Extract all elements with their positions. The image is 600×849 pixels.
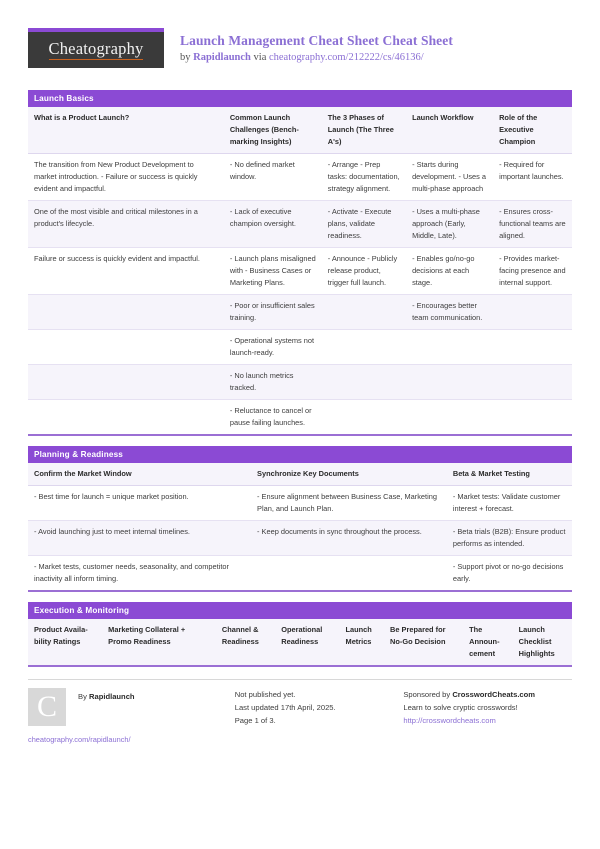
- column-header: The 3 Phases of Launch (The Three A's): [322, 107, 406, 153]
- table-cell: [322, 329, 406, 364]
- table-cell: - Launch plans misaligned with - Business Cases or Marketing Plans.: [224, 247, 322, 294]
- column-header: Operational Readiness: [275, 619, 339, 666]
- table-cell: - Reluctance to cancel or pause failing launches.: [224, 399, 322, 434]
- table-cell: - Keep documents in sync throughout the process.: [251, 520, 447, 555]
- table-cell: [251, 555, 447, 590]
- table-cell: - Activate - Execute plans, validate readiness.: [322, 200, 406, 247]
- table-cell: [493, 294, 572, 329]
- footer-by-label: By: [78, 691, 89, 701]
- sponsor-line: [403, 688, 572, 701]
- table-cell: The transition from New Product Development to market introduction. - Failure or success is quickly evident and impactful.: [28, 153, 224, 200]
- table-cell: - Ensures crossfunctional teams are aligned.: [493, 200, 572, 247]
- logo-text: Cheatography: [48, 39, 144, 59]
- table-row: [28, 364, 572, 399]
- table-cell: [28, 294, 224, 329]
- page-footer: [28, 679, 572, 747]
- table-cell: - Announce - Publicly release product, trigger full launch.: [322, 247, 406, 294]
- table-cell: - Market tests: Validate customer interest + forecast.: [447, 485, 572, 520]
- table-row: [28, 294, 572, 329]
- table-cell: - Encourages better team communication.: [406, 294, 493, 329]
- table-cell: - Uses a multi-phase approach (Early, Middle, Late).: [406, 200, 493, 247]
- section-table: [28, 107, 572, 436]
- section-table: [28, 619, 572, 667]
- sponsor-link[interactable]: http://crosswordcheats.com: [403, 716, 496, 726]
- last-updated: Last updated 17th April, 2025.: [234, 702, 336, 712]
- section-title: Execution & Monitoring: [28, 602, 572, 619]
- table-cell: - Provides market-facing presence and internal support.: [493, 247, 572, 294]
- table-cell: [322, 399, 406, 434]
- table-row: [28, 329, 572, 364]
- column-header: Launch Checklist Highlights: [513, 619, 572, 666]
- table-cell: Failure or success is quickly evident and impactful.: [28, 247, 224, 294]
- sponsor-prefix: Sponsored by: [403, 689, 453, 699]
- table-cell: One of the most visible and critical milestones in a product's lifecycle.: [28, 200, 224, 247]
- table-header-row: [28, 619, 572, 666]
- table-cell: - Beta trials (B2B): Ensure product performs as intended.: [447, 520, 572, 555]
- byline: [180, 50, 453, 66]
- column-header: Synchronize Key Documents: [251, 463, 447, 485]
- table-cell: [493, 364, 572, 399]
- column-header: Be Prepared for No-Go Decision: [384, 619, 463, 666]
- table-row: [28, 399, 572, 434]
- table-cell: - Support pivot or no-go decisions early.: [447, 555, 572, 590]
- table-cell: - Lack of executive champion oversight.: [224, 200, 322, 247]
- column-header: Confirm the Market Window: [28, 463, 251, 485]
- table-row: [28, 153, 572, 200]
- footer-sponsor-column: [403, 679, 572, 747]
- table-row: [28, 555, 572, 590]
- section: [28, 446, 572, 592]
- byline-author[interactable]: Rapidlaunch: [193, 51, 251, 63]
- section-title: Planning & Readiness: [28, 446, 572, 463]
- footer-author[interactable]: Rapidlaunch: [88, 691, 135, 701]
- table-cell: - Enables go/no-go decisions at each stage.: [406, 247, 493, 294]
- section: [28, 90, 572, 436]
- column-header: Beta & Market Testing: [447, 463, 572, 485]
- column-header: What is a Product Launch?: [28, 107, 224, 153]
- table-row: [28, 200, 572, 247]
- table-cell: - No defined market window.: [224, 153, 322, 200]
- column-header: Marketing Collateral + Promo Readiness: [102, 619, 216, 666]
- publish-status: Not published yet.: [234, 689, 296, 699]
- column-header: Launch Metrics: [340, 619, 385, 666]
- sections-container: [28, 90, 572, 667]
- column-header: Channel & Readiness: [216, 619, 275, 666]
- table-header-row: [28, 463, 572, 485]
- table-cell: [406, 364, 493, 399]
- table-cell: [406, 329, 493, 364]
- table-row: [28, 247, 572, 294]
- table-cell: [406, 399, 493, 434]
- column-header: Product Availability Ratings: [28, 619, 102, 666]
- byline-by-label: by: [180, 51, 194, 63]
- table-cell: [322, 364, 406, 399]
- cheatography-logo[interactable]: [28, 28, 164, 68]
- byline-via-label: via: [250, 51, 269, 63]
- byline-source-link[interactable]: cheatography.com/212222/cs/46136/: [268, 51, 424, 63]
- footer-author-column: [28, 679, 235, 747]
- table-cell: [322, 294, 406, 329]
- page-header: [28, 0, 572, 80]
- table-cell: - Best time for launch = unique market position.: [28, 485, 251, 520]
- author-profile-link[interactable]: cheatography.com/rapidlaunch/: [28, 734, 131, 744]
- table-cell: [28, 399, 224, 434]
- column-header: Common Launch Challenges (Benchmarking Insights): [224, 107, 322, 153]
- column-header: Launch Workflow: [406, 107, 493, 153]
- avatar: C: [28, 688, 66, 726]
- table-cell: - Operational systems not launch-ready.: [224, 329, 322, 364]
- header-titles: [180, 28, 453, 66]
- table-row: [28, 520, 572, 555]
- sponsor-name[interactable]: CrosswordCheats.com: [452, 689, 536, 699]
- table-header-row: [28, 107, 572, 153]
- table-cell: - Required for important launches.: [493, 153, 572, 200]
- footer-publish-column: [235, 679, 404, 747]
- table-cell: - Market tests, customer needs, seasonality, and competitor inactivity all inform timing.: [28, 555, 251, 590]
- table-cell: - Avoid launching just to meet internal timelines.: [28, 520, 251, 555]
- author-row: [28, 688, 221, 726]
- table-row: [28, 485, 572, 520]
- author-name: [78, 688, 135, 703]
- section-title: Launch Basics: [28, 90, 572, 107]
- page-title: Launch Management Cheat Sheet Cheat Sheet: [180, 33, 453, 48]
- page-number: Page 1 of 3.: [234, 716, 276, 726]
- table-cell: [493, 399, 572, 434]
- column-header: The Announcement: [463, 619, 512, 666]
- sponsor-tagline: Learn to solve cryptic crosswords!: [403, 702, 518, 712]
- table-cell: - No launch metrics tracked.: [224, 364, 322, 399]
- table-cell: - Ensure alignment between Business Case, Marketing Plan, and Launch Plan.: [251, 485, 447, 520]
- table-cell: [28, 364, 224, 399]
- section-table: [28, 463, 572, 592]
- table-cell: - Starts during development. - Uses a multi-phase approach: [406, 153, 493, 200]
- table-cell: [28, 329, 224, 364]
- section: [28, 602, 572, 667]
- table-cell: [493, 329, 572, 364]
- table-cell: - Arrange - Prep tasks: documentation, strategy alignment.: [322, 153, 406, 200]
- table-cell: - Poor or insufficient sales training.: [224, 294, 322, 329]
- column-header: Role of the Executive Champion: [493, 107, 572, 153]
